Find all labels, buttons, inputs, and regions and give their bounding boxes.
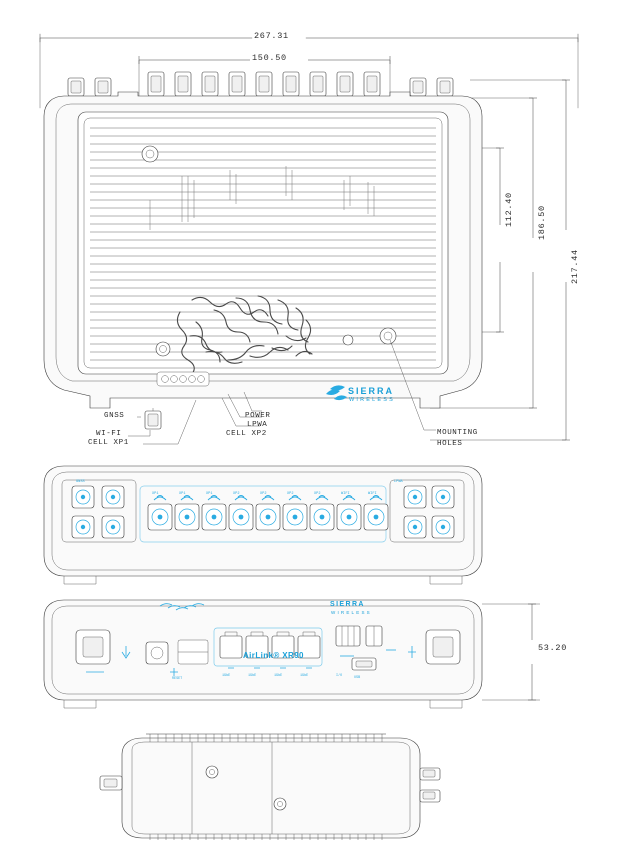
io-terminal-block xyxy=(336,626,382,646)
usb-port xyxy=(352,658,376,670)
dimension-right-112-label: 112.40 xyxy=(504,192,514,227)
rear-brand-sub: WIRELESS xyxy=(331,610,372,615)
brand-name: SIERRA xyxy=(348,386,395,396)
model-label: AirLink® XR90 xyxy=(243,651,304,660)
svg-text:1GbE: 1GbE xyxy=(300,674,309,678)
svg-text:LPWA: LPWA xyxy=(394,480,403,484)
sim-door xyxy=(178,640,208,664)
side-view xyxy=(100,734,440,840)
right-connector xyxy=(426,630,460,664)
antenna-ports-center xyxy=(148,504,388,530)
front-connector-view xyxy=(44,466,482,584)
svg-text:XP2: XP2 xyxy=(287,492,294,496)
gnss-connector xyxy=(145,408,161,429)
svg-text:XP1: XP1 xyxy=(206,492,213,496)
dimension-right-186-label: 186.50 xyxy=(537,205,547,240)
top-view xyxy=(44,72,482,444)
svg-text:1GbE: 1GbE xyxy=(248,674,257,678)
callout-wifi: WI-FI xyxy=(96,430,122,438)
svg-text:XP2: XP2 xyxy=(233,492,240,496)
svg-text:XP2: XP2 xyxy=(314,492,321,496)
led-indicator-row xyxy=(157,372,209,386)
dimension-right-217-label: 217.44 xyxy=(570,249,580,284)
svg-text:WIFI: WIFI xyxy=(341,492,350,496)
svg-text:GNSS: GNSS xyxy=(76,480,85,484)
callout-lpwa: LPWA xyxy=(247,421,268,429)
callout-cell-xp2: CELL XP2 xyxy=(226,430,267,438)
callout-mounting-holes-line2: HOLES xyxy=(437,440,463,448)
aux-connector xyxy=(146,642,168,664)
svg-text:XP1: XP1 xyxy=(179,492,186,496)
dimension-side-height xyxy=(482,604,540,700)
callout-gnss: GNSS xyxy=(104,412,125,420)
svg-text:1GbE: 1GbE xyxy=(274,674,283,678)
dimension-top-inner-label: 150.50 xyxy=(252,53,287,63)
dimension-side-height-label: 53.20 xyxy=(538,643,568,653)
brand-sub: WIRELESS xyxy=(349,397,396,403)
svg-text:1GbE: 1GbE xyxy=(222,674,231,678)
svg-text:I/O: I/O xyxy=(336,674,343,678)
svg-text:WIFI: WIFI xyxy=(368,492,377,496)
rear-brand-name: SIERRA xyxy=(330,601,365,608)
antenna-stubs-right xyxy=(410,78,453,96)
antenna-stubs-center xyxy=(148,72,380,96)
callout-mounting-holes-line1: MOUNTING xyxy=(437,429,478,437)
dimension-top-overall-label: 267.31 xyxy=(254,31,289,41)
antenna-stubs-left xyxy=(68,78,111,96)
svg-text:RESET: RESET xyxy=(172,677,183,681)
svg-text:USB: USB xyxy=(354,676,361,680)
svg-text:XP2: XP2 xyxy=(260,492,267,496)
callout-power: POWER xyxy=(245,412,271,420)
callout-cell-xp1: CELL XP1 xyxy=(88,439,129,447)
svg-text:XP1: XP1 xyxy=(152,492,159,496)
